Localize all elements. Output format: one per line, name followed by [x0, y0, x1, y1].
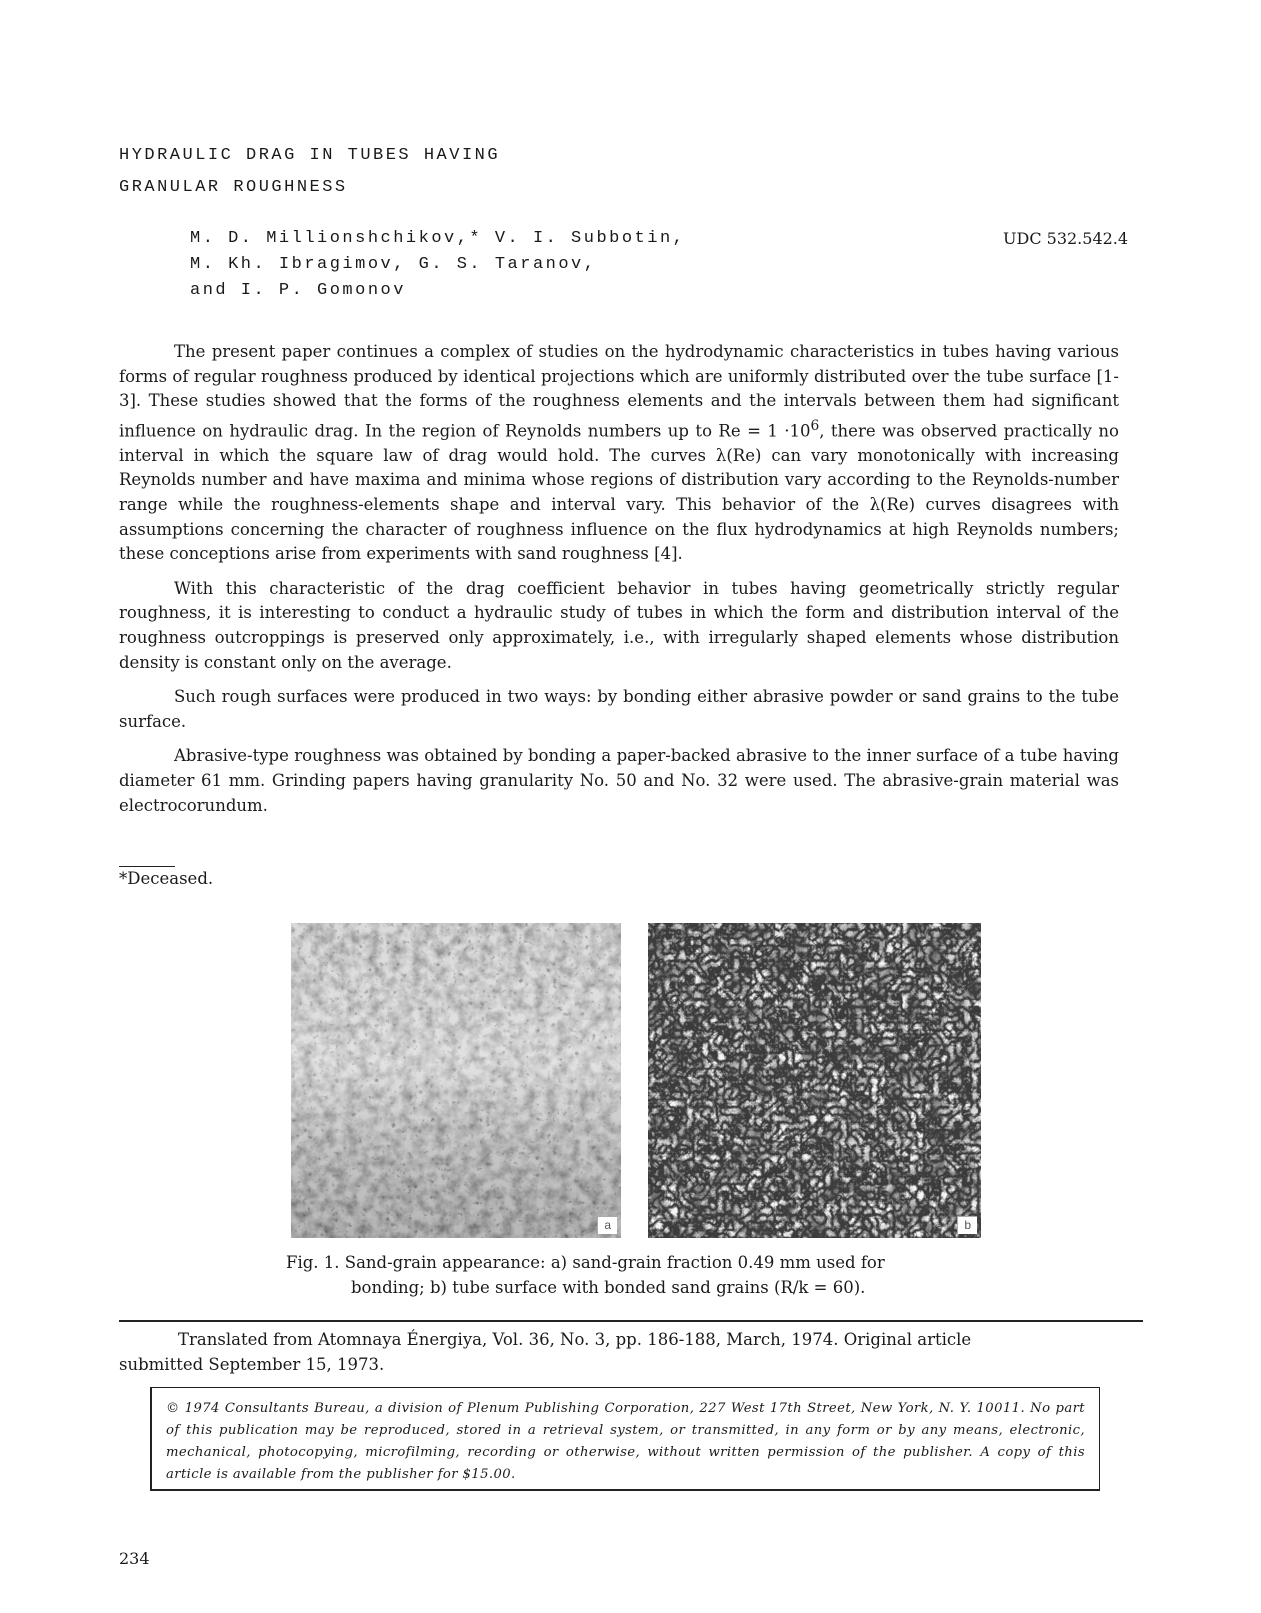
panel-label-b: b: [957, 1216, 977, 1234]
title-line-1: HYDRAULIC DRAG IN TUBES HAVING: [119, 146, 501, 165]
reynolds-exponent: 6: [810, 417, 820, 434]
grain-texture-b: [648, 923, 981, 1238]
figure-caption: [286, 1250, 986, 1300]
paragraph-3: Such rough surfaces were produced in two ways: by bonding either abrasive powder or sand grains to the tube surface.: [119, 687, 1119, 731]
section-divider: [119, 1320, 1143, 1322]
footnote: *Deceased.: [119, 869, 214, 888]
sand-grain-photo-b: [648, 923, 981, 1238]
sand-grain-photo-a: [291, 923, 621, 1238]
paragraph-1: [119, 340, 1119, 567]
title-line-2: GRANULAR ROUGHNESS: [119, 178, 348, 197]
panel-label-a: a: [597, 1216, 617, 1234]
caption-line-2: bonding; b) tube surface with bonded sand grains (R/k = 60).: [351, 1278, 866, 1297]
translation-line-1: [119, 1327, 1119, 1352]
translation-line-1-text: Translated from Atomnaya Énergiya, Vol. 36, No. 3, pp. 186-188, March, 1974. Original article: [178, 1330, 972, 1349]
article-body: [119, 340, 1119, 828]
author-line-1: M. D. Millionshchikov,* V. I. Subbotin,: [190, 229, 686, 248]
author-list: [190, 226, 685, 304]
author-line-3: and I. P. Gomonov: [190, 281, 406, 300]
footnote-rule: [119, 866, 175, 867]
reynolds-equation: = 1 ·10: [747, 421, 811, 441]
udc-code: UDC 532.542.4: [1003, 229, 1129, 248]
grain-texture-a: [291, 923, 621, 1238]
article-title: [119, 140, 500, 204]
caption-line-1: Fig. 1. Sand-grain appearance: a) sand-grain fraction 0.49 mm used for: [286, 1253, 885, 1272]
translation-line-2: submitted September 15, 1973.: [119, 1355, 385, 1374]
paragraph-2: With this characteristic of the drag coefficient behavior in tubes having geometrically strictly regular roughness, it is interesting to conduct a hydraulic study of tubes in which the form and distribution interval of the roughness outcroppings is preserved only approximately, i.e., with irregularly shaped elements whose distribution density is constant only on the average.: [119, 578, 1119, 672]
paragraph-4: Abrasive-type roughness was obtained by bonding a paper-backed abrasive to the inner surface of a tube having diameter 61 mm. Grinding papers having granularity No. 50 and No. 32 were used. The abrasive-grain material was electrocorundum.: [119, 746, 1119, 815]
author-line-2: M. Kh. Ibragimov, G. S. Taranov,: [190, 255, 597, 274]
translation-note: [119, 1327, 1119, 1377]
paragraph-1-rest: , there was observed practically no interval in which the square law of drag would hold. The curves λ(Re) can vary monotonically with increasing Reynolds number and have maxima and minima whose regions of distribution vary according to the Reynolds-number range while the roughness-elements shape and interval vary. This behavior of the λ(Re) curves disagrees with assumptions concerning the character of roughness influence on the flux hydrodynamics at high Reynolds numbers; these conceptions arise from experiments with sand roughness [4].: [119, 421, 1119, 564]
page-number: 234: [119, 1549, 150, 1568]
paragraph-1-start: The present paper continues a complex of studies on the hydrodynamic characteristics in tubes having various forms of regular roughness produced by identical projections which are uniformly distributed over the tube surface [1-3]. These studies showed that the forms of the roughness elements and the intervals between them had significant influence on hydraulic drag. In the region of Reynolds numbers up to Re: [119, 342, 1119, 441]
copyright-notice: © 1974 Consultants Bureau, a division of Plenum Publishing Corporation, 227 West 17th Street, New York, N. Y. 10011. No part of this publication may be reproduced, stored in a retrieval system, or transmitted, in any form or by any means, electronic, mechanical, photocopying, microfilming, recording or otherwise, without written permission of the publisher. A copy of this article is available from the publisher for $15.00.: [150, 1387, 1100, 1491]
